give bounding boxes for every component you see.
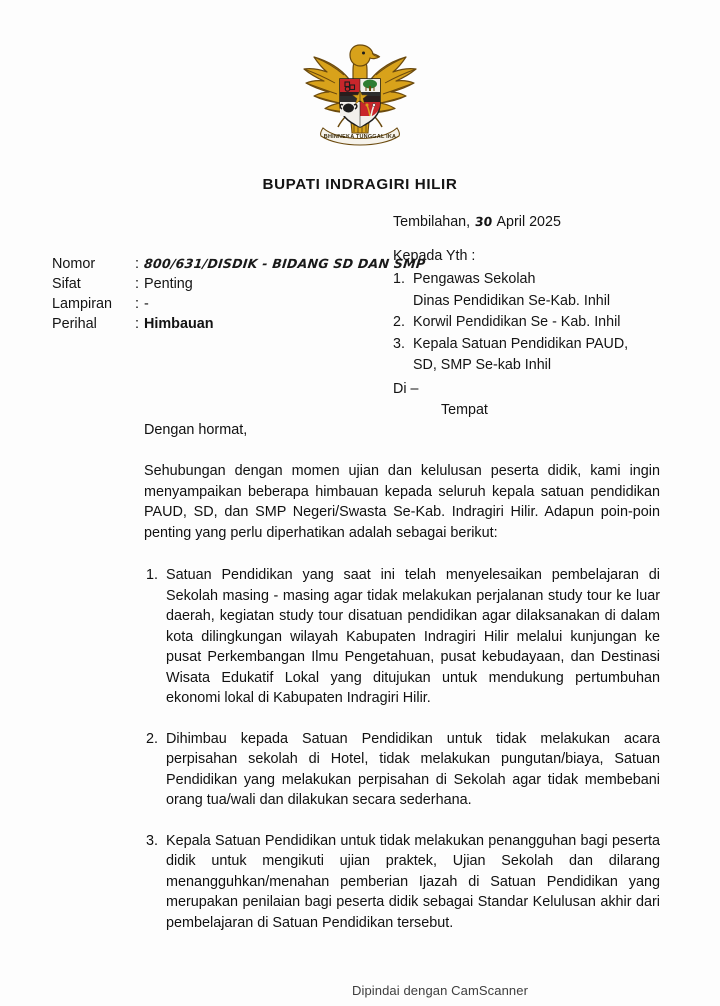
date-city: Tembilahan, xyxy=(393,214,471,230)
point-number: 2. xyxy=(146,730,159,747)
addressee-item xyxy=(393,334,628,356)
pancasila-shield xyxy=(340,79,380,127)
reference-label-nomor: Nomor xyxy=(52,256,96,272)
date-day: 30 xyxy=(474,214,494,229)
point-item xyxy=(144,831,660,934)
reference-value-perihal: Himbauan xyxy=(144,316,214,332)
addressee-heading: Kepada Yth : xyxy=(393,247,476,264)
reference-block xyxy=(52,254,425,334)
date-month-year: April 2025 xyxy=(496,214,561,230)
svg-text:BHINNEKA TUNGGAL IKA: BHINNEKA TUNGGAL IKA xyxy=(323,134,397,140)
camscanner-watermark: Dipindai dengan CamScanner xyxy=(351,983,529,998)
point-number: 3. xyxy=(146,832,159,849)
point-item xyxy=(144,729,660,811)
addressee-text: Korwil Pendidikan Se - Kab. Inhil xyxy=(413,314,621,330)
letter-meta xyxy=(0,211,720,418)
intro-paragraph: Sehubungan dengan momen ujian dan kelulusan peserta didik, kami ingin menyampaikan beberapa himbauan kepada seluruh kepala satuan pendidikan PAUD, SD, dan SMP Negeri/Swasta Se-Kab. Indragiri Hilir. Adapun poin-poin penting yang perlu diperhatikan adalah sebagai berikut: xyxy=(144,463,660,541)
addressee-item-sub xyxy=(413,291,628,313)
garuda-pancasila-emblem xyxy=(297,40,423,158)
addressee-text: Pengawas Sekolah xyxy=(413,271,536,287)
reference-label-sifat: Sifat xyxy=(52,276,81,292)
reference-value-lampiran: - xyxy=(144,296,149,312)
addressee-block xyxy=(393,211,628,422)
addressee-list xyxy=(393,269,628,377)
reference-colon-nomor: : xyxy=(135,256,139,272)
reference-row-nomor xyxy=(52,254,425,274)
reference-row-sifat xyxy=(52,274,425,294)
addressee-item-sub xyxy=(413,355,628,377)
addressee-text-secondary: SD, SMP Se-kab Inhil xyxy=(413,357,551,373)
point-text: Dihimbau kepada Satuan Pendidikan untuk tidak melakukan acara perpisahan sekolah di Hotel, tidak melakukan pungutan/biaya, Satuan Pendidikan yang melakukan perpisahan di Sekolah agar tidak membebani orang tua/wali dan dilakukan secara sederhana. xyxy=(166,730,660,808)
addressee-tempat-label: Tempat xyxy=(441,402,488,418)
reference-label-perihal: Perihal xyxy=(52,316,97,332)
reference-row-perihal xyxy=(52,314,425,334)
reference-colon-sifat: : xyxy=(135,276,139,292)
addressee-number: 1. xyxy=(393,271,405,287)
addressee-number: 2. xyxy=(393,314,405,330)
addressee-number: 3. xyxy=(393,335,405,352)
reference-colon-perihal: : xyxy=(135,316,139,332)
addressee-text-secondary: Dinas Pendidikan Se-Kab. Inhil xyxy=(413,292,611,309)
salutation: Dengan hormat, xyxy=(144,422,248,438)
page-title: BUPATI INDRAGIRI HILIR xyxy=(262,176,458,193)
letterhead xyxy=(0,0,720,193)
addressee-item xyxy=(393,312,628,334)
reference-label-lampiran: Lampiran xyxy=(52,296,112,312)
addressee-di-label: Di – xyxy=(393,380,419,397)
reference-value-sifat: Penting xyxy=(144,276,193,292)
point-number: 1. xyxy=(146,567,159,583)
addressee-item xyxy=(393,269,628,291)
reference-colon-lampiran: : xyxy=(135,296,139,312)
letter-body xyxy=(144,420,660,953)
reference-value-nomor: 800/631/DISDIK - BIDANG SD DAN SMP xyxy=(143,256,427,271)
point-text: Satuan Pendidikan yang saat ini telah menyelesaikan pembelajaran di Sekolah masing - masing agar tidak melakukan perjalanan study tour ke luar daerah, kegiatan study tour disatuan pendidikan agar dilaksanakan di dalam kota dilingkungan wilayah Kabupaten Indragiri Hilir melalui kunjungan ke pusat Perkembangan Ilmu Pengetahuan, pusat kebudayaan, dan Destinasi Wisata Edukatif Lokal yang ditujukan untuk mendukung pertumbuhan ekonomi lokal di Kabupaten Indragiri Hilir. xyxy=(166,567,660,706)
point-item xyxy=(144,565,660,709)
date-line xyxy=(393,211,628,234)
points-list xyxy=(144,565,660,933)
addressee-text: Kepala Satuan Pendidikan PAUD, xyxy=(413,335,629,352)
point-text: Kepala Satuan Pendidikan untuk tidak melakukan penangguhan bagi peserta didik untuk mengikuti ujian praktek, Ujian Sekolah dan dilarang menangguhkan/menahan pemberian Ijazah di Satuan Pendidikan yang merupakan penilaian bagi peserta didik sebagai Standar Kelulusan akhir dari pembelajaran di Satuan Pendidikan tersebut. xyxy=(166,832,660,931)
reference-row-lampiran xyxy=(52,294,425,314)
